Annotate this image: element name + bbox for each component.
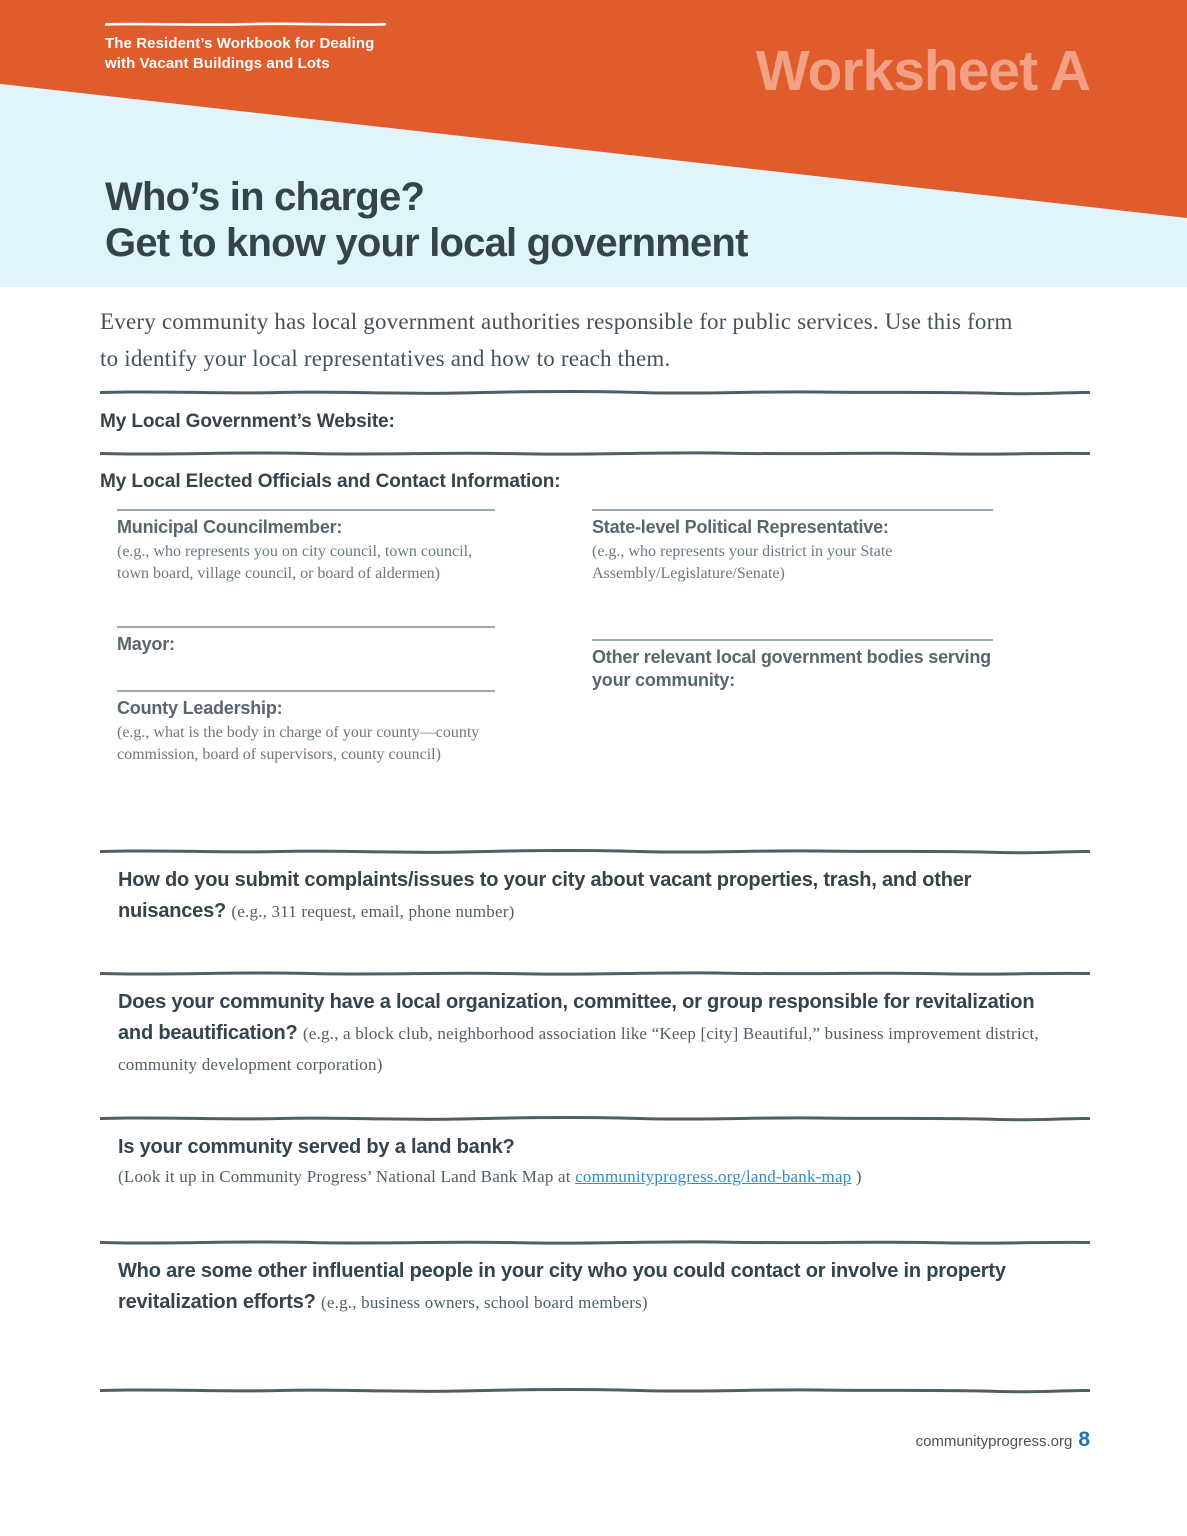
- page-title: [105, 174, 748, 266]
- field-hint: (e.g., who represents your district in your State Assembly/Legislature/Senate): [592, 543, 893, 582]
- question-hint: (e.g., 311 request, email, phone number): [231, 902, 515, 921]
- question-label: Is your community served by a land bank?: [118, 1136, 515, 1158]
- officials-section-label: My Local Elected Officials and Contact Information:: [100, 471, 561, 492]
- field-column-left: [117, 509, 495, 848]
- question-label: Does your community have a local organization, committee, or group responsible for revitalization and beautification?: [118, 991, 1035, 1044]
- worksheet-label: Worksheet A: [755, 39, 1090, 103]
- field-column-right: [592, 509, 993, 848]
- field-county-leadership: [117, 690, 495, 848]
- question-text: [118, 1256, 1048, 1318]
- field-label: Municipal Councilmember:: [117, 517, 343, 537]
- field-hint: (e.g., what is the body in charge of your county—county commission, board of supervisors, county council): [117, 724, 480, 763]
- field-hint: (e.g., who represents you on city council, town council, town board, village council, or board of aldermen): [117, 543, 473, 582]
- page-title-line1: Who’s in charge?: [105, 175, 425, 219]
- field-label: Mayor:: [117, 634, 175, 654]
- question-land-bank: [100, 1115, 1090, 1239]
- page-header: [0, 0, 1187, 287]
- question-label: Who are some other influential people in your city who you could contact or involve in property revitalization efforts?: [118, 1260, 1006, 1313]
- divider-line: [100, 970, 1090, 977]
- divider-line: [100, 848, 1090, 855]
- field-label: County Leadership:: [117, 698, 283, 718]
- field-municipal-councilmember: [117, 509, 495, 626]
- divider-line: [100, 389, 1090, 396]
- field-label: Other relevant local government bodies serving your community:: [592, 647, 991, 690]
- question-text: [118, 1132, 1048, 1163]
- question-label: How do you submit complaints/issues to your city about vacant properties, trash, and other nuisances?: [118, 869, 972, 922]
- question-local-organization: [100, 970, 1090, 1115]
- divider-line: [100, 1115, 1090, 1122]
- question-hint: [118, 1167, 1090, 1187]
- field-label: State-level Political Representative:: [592, 517, 889, 537]
- question-complaints: [100, 848, 1090, 970]
- question-text: [118, 987, 1048, 1080]
- intro-text: Every community has local government authorities responsible for public services. Use this form to identify your local representatives and how to reach them.: [100, 309, 1013, 371]
- divider-line: [100, 1239, 1090, 1246]
- footer-page-number: 8: [1078, 1428, 1090, 1451]
- workbook-title: [105, 34, 374, 74]
- field-mayor: [117, 626, 495, 690]
- divider-line: [100, 450, 1090, 457]
- page-title-line2: Get to know your local government: [105, 221, 748, 265]
- land-bank-map-link[interactable]: communityprogress.org/land-bank-map: [575, 1167, 852, 1186]
- divider-line: [100, 1387, 1090, 1394]
- website-section-label: My Local Government’s Website:: [100, 411, 395, 432]
- worksheet-content: [100, 303, 1090, 1452]
- header-accent-line: [105, 21, 386, 28]
- footer-site-url: communityprogress.org: [915, 1433, 1073, 1450]
- workbook-title-line2: with Vacant Buildings and Lots: [105, 55, 330, 72]
- question-hint: (e.g., business owners, school board members): [321, 1293, 648, 1312]
- question-text: [118, 865, 1048, 927]
- field-state-representative: [592, 509, 993, 639]
- website-write-area: [100, 433, 1090, 450]
- land-bank-hint-prefix: (Look it up in Community Progress’ National Land Bank Map at: [118, 1167, 576, 1186]
- officials-field-grid: [100, 509, 1090, 848]
- workbook-title-line1: The Resident’s Workbook for Dealing: [105, 35, 375, 52]
- land-bank-hint-suffix: ): [851, 1167, 862, 1186]
- question-influential-people: [100, 1239, 1090, 1387]
- field-other-government-bodies: [592, 639, 993, 848]
- page-footer: [100, 1428, 1090, 1452]
- question-hint: (e.g., a block club, neighborhood association like “Keep [city] Beautiful,” business improvement district, community development corporation): [118, 1024, 1039, 1074]
